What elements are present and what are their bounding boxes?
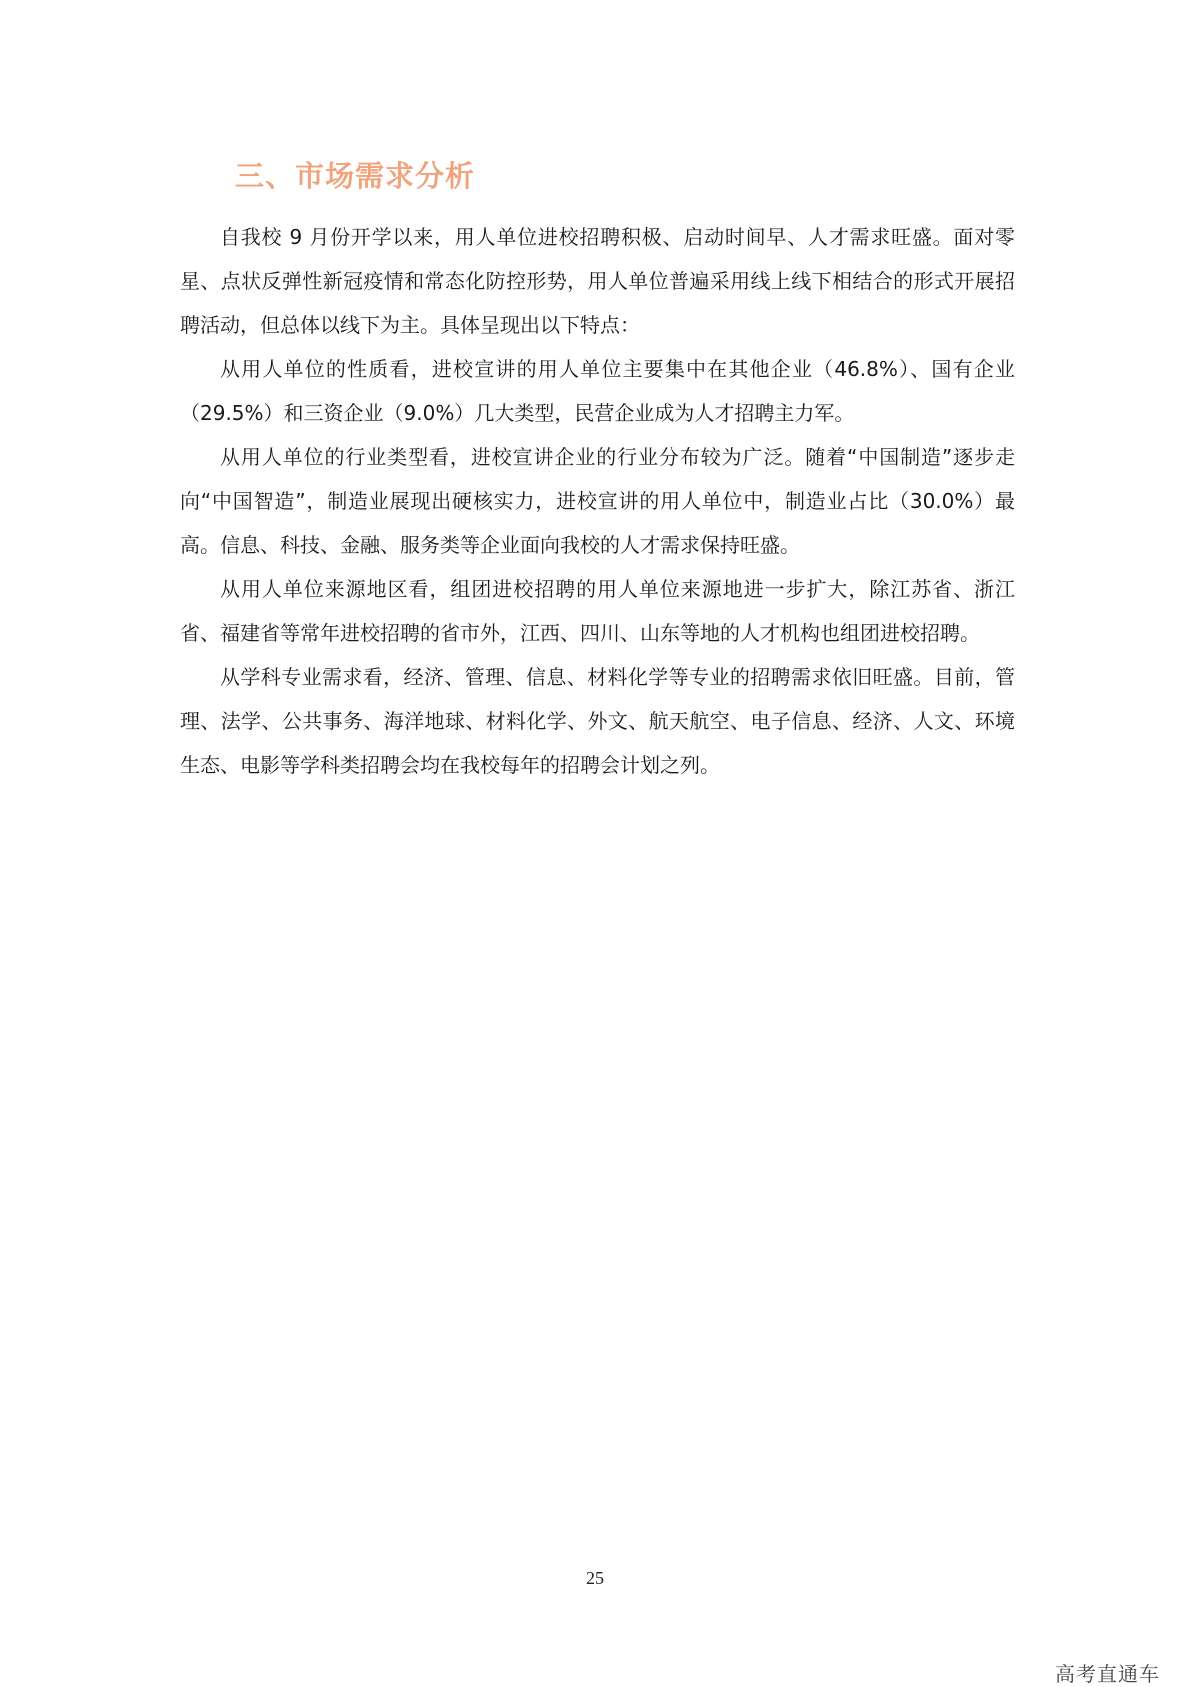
section-title: 三、市场需求分析 (235, 159, 476, 193)
page-number: 25 (586, 1568, 604, 1588)
paragraph-intro: 自我校 9 月份开学以来，用人单位进校招聘积极、启动时间早、人才需求旺盛。面对零星、点状反弹性新冠疫情和常态化防控形势，用人单位普遍采用线上线下相结合的形式开展招聘活动，但总体以线下为主。具体呈现出以下特点： (180, 225, 1015, 337)
paragraph-employer-nature: 从用人单位的性质看，进校宣讲的用人单位主要集中在其他企业（46.8%）、国有企业（29.5%）和三资企业（9.0%）几大类型，民营企业成为人才招聘主力军。 (180, 357, 1015, 425)
watermark-text: 高考直通车 (1055, 1662, 1160, 1686)
body-text (180, 215, 1015, 787)
paragraph-industry-type: 从用人单位的行业类型看，进校宣讲企业的行业分布较为广泛。随着“中国制造”逐步走向“中国智造”，制造业展现出硬核实力，进校宣讲的用人单位中，制造业占比（30.0%）最高。信息、科技、金融、服务类等企业面向我校的人才需求保持旺盛。 (180, 445, 1015, 557)
paragraph-discipline-demand: 从学科专业需求看，经济、管理、信息、材料化学等专业的招聘需求依旧旺盛。目前，管理、法学、公共事务、海洋地球、材料化学、外文、航天航空、电子信息、经济、人文、环境生态、电影等学科类招聘会均在我校每年的招聘会计划之列。 (180, 665, 1015, 777)
paragraph-source-region: 从用人单位来源地区看，组团进校招聘的用人单位来源地进一步扩大，除江苏省、浙江省、福建省等常年进校招聘的省市外，江西、四川、山东等地的人才机构也组团进校招聘。 (180, 577, 1015, 645)
